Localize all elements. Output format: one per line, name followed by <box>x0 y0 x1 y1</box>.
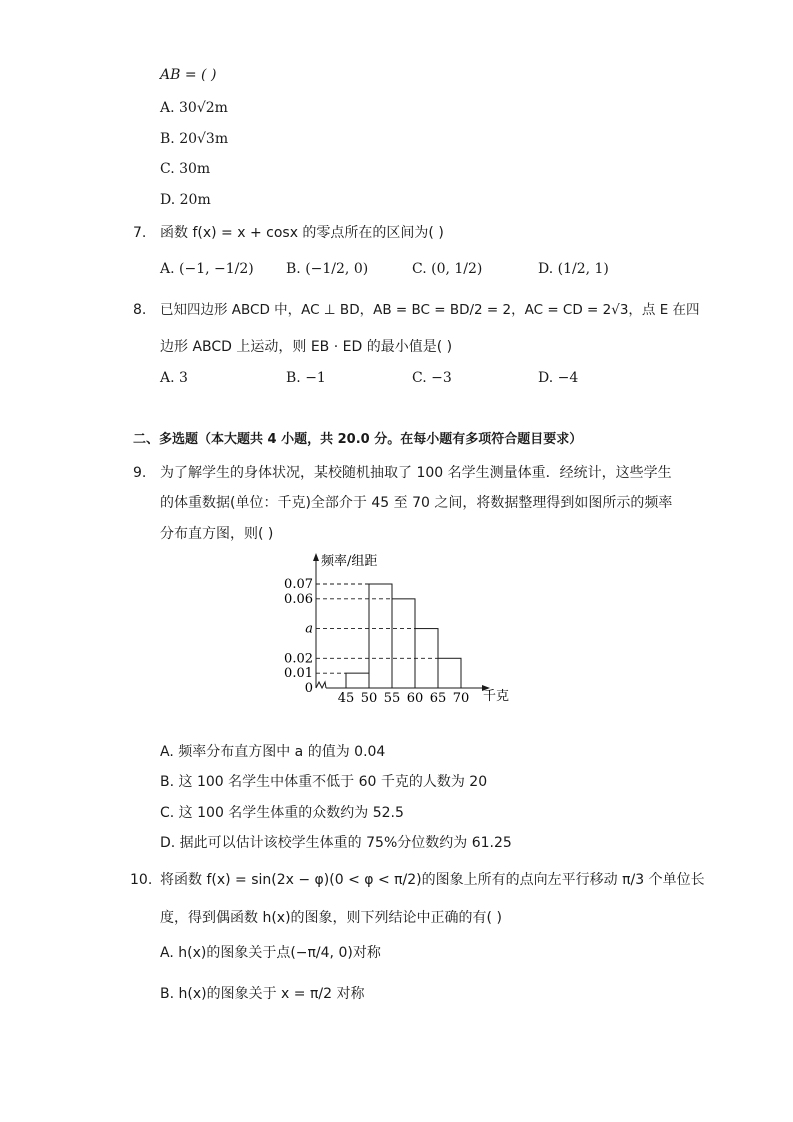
x-tick-label: 65 <box>429 691 447 706</box>
q10-stem-line2: 度，得到偶函数 h(x)的图象，则下列结论中正确的有( ) <box>160 910 502 926</box>
q8-number: 8. <box>133 302 147 318</box>
histogram-bar <box>369 584 392 688</box>
q7-option-b[interactable]: B. (−1/2, 0) <box>286 261 369 277</box>
q10-number: 10. <box>130 872 153 888</box>
q9-option-a[interactable]: A. 频率分布直方图中 a 的值为 0.04 <box>160 744 386 760</box>
q9-option-b[interactable]: B. 这 100 名学生中体重不低于 60 千克的人数为 20 <box>160 774 488 790</box>
q7-option-c[interactable]: C. (0, 1/2) <box>412 261 483 277</box>
q9-option-c[interactable]: C. 这 100 名学生体重的众数约为 52.5 <box>160 805 404 821</box>
q6-stem-tail: AB = ( ) <box>160 67 217 83</box>
x-tick-label: 70 <box>452 691 470 706</box>
x-axis-label: 千克 <box>483 689 510 704</box>
y-tick-label: 0.06 <box>284 591 313 607</box>
y-tick-label: a <box>305 621 313 637</box>
q9-stem-line3: 分布直方图，则( ) <box>160 526 274 542</box>
y-axis-arrow <box>313 553 319 561</box>
q7-number: 7. <box>133 225 147 241</box>
q7-option-d[interactable]: D. (1/2, 1) <box>538 261 609 277</box>
q6-option-a[interactable]: A. 30√2m <box>160 100 228 116</box>
q10-option-b[interactable]: B. h(x)的图象关于 x = π/2 对称 <box>160 986 365 1002</box>
q8-stem-line2: 边形 ABCD 上运动，则 EB · ED 的最小值是( ) <box>160 339 453 355</box>
histogram-bar <box>346 673 369 688</box>
y-tick-label: 0.07 <box>284 577 313 592</box>
y-axis-label: 频率/组距 <box>321 554 378 569</box>
frequency-histogram <box>280 548 520 708</box>
histogram-bar <box>392 599 415 688</box>
q8-option-c[interactable]: C. −3 <box>412 370 452 386</box>
q6-option-d[interactable]: D. 20m <box>160 192 211 208</box>
q8-option-a[interactable]: A. 3 <box>160 370 188 386</box>
q6-option-b[interactable]: B. 20√3m <box>160 131 229 147</box>
q9-number: 9. <box>133 465 147 481</box>
y-tick-label: 0 <box>304 681 313 696</box>
q8-stem-line1: 已知四边形 ABCD 中，AC ⊥ BD，AB = BC = BD/2 = 2，AC = CD = 2√3，点 E 在四 <box>160 302 700 318</box>
q8-option-d[interactable]: D. −4 <box>538 370 579 386</box>
q7-stem: 函数 f(x) = x + cosx 的零点所在的区间为( ) <box>160 225 444 241</box>
x-tick-label: 50 <box>360 691 378 706</box>
y-tick-label: 0.01 <box>284 666 313 682</box>
q6-option-c[interactable]: C. 30m <box>160 161 211 177</box>
histogram-bar <box>438 658 461 688</box>
q10-stem-line1: 将函数 f(x) = sin(2x − φ)(0 < φ < π/2)的图象上所有的点向左平行移动 π/3 个单位长 <box>160 872 705 888</box>
axis-break-mark <box>316 682 326 688</box>
q9-option-d[interactable]: D. 据此可以估计该校学生体重的 75%分位数约为 61.25 <box>160 835 512 851</box>
y-tick-label: 0.02 <box>284 651 313 667</box>
x-tick-label: 45 <box>337 691 355 706</box>
x-tick-label: 60 <box>406 691 424 706</box>
q10-option-a[interactable]: A. h(x)的图象关于点(−π/4, 0)对称 <box>160 945 381 961</box>
q8-option-b[interactable]: B. −1 <box>286 370 326 386</box>
q7-option-a[interactable]: A. (−1, −1/2) <box>160 261 254 277</box>
q9-stem-line1: 为了解学生的身体状况，某校随机抽取了 100 名学生测量体重．经统计，这些学生 <box>160 465 672 481</box>
q9-stem-line2: 的体重数据(单位：千克)全部介于 45 至 70 之间，将数据整理得到如图所示的频率 <box>160 495 673 511</box>
x-tick-label: 55 <box>383 691 401 706</box>
section-title-multiple-choice: 二、多选题（本大题共 4 小题，共 20.0 分。在每小题有多项符合题目要求） <box>133 432 583 447</box>
histogram-bar <box>415 629 438 688</box>
